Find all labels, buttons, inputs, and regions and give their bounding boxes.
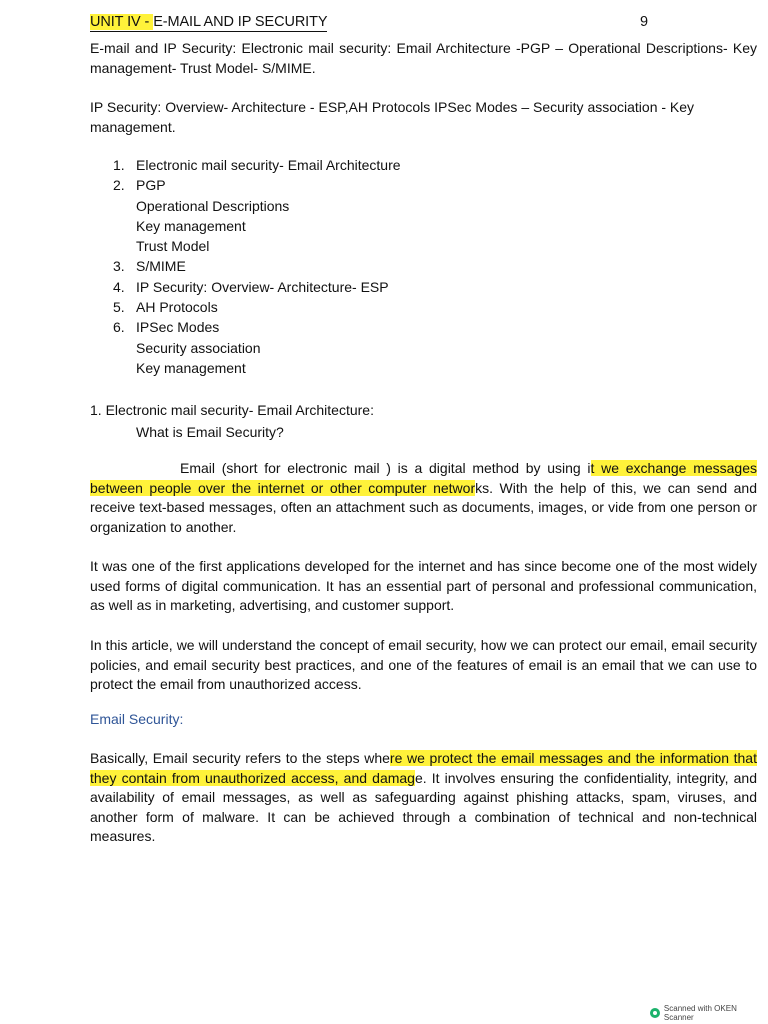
list-item: 4. IP Security: Overview- Architecture- ESP [113, 278, 389, 295]
email-history-paragraph: It was one of the first applications developed for the internet and has since become one of the most widely used forms of digital communication. It has an essential part of personal and professional communication, as well as in marketing, advertising, and customer support. [90, 558, 757, 613]
list-item: 6. IPSec Modes [113, 319, 220, 336]
list-item: 5. AH Protocols [113, 299, 218, 316]
list-item: 2. PGP [113, 177, 166, 194]
unit-title [90, 14, 327, 32]
syllabus-email-paragraph: E-mail and IP Security: Electronic mail security: Email Architecture -PGP – Operational Descriptions- Key management- Trust Model- S/MIME. [90, 40, 757, 76]
section-title: 1. Electronic mail security- Email Architecture: [90, 402, 374, 418]
syllabus-ip-paragraph: IP Security: Overview- Architecture - ESP,AH Protocols IPSec Modes – Security association - Key management. [90, 99, 695, 135]
section-subtitle: What is Email Security? [136, 424, 284, 440]
list-item: Operational Descriptions [136, 197, 290, 214]
scanner-text: Scanned with OKEN Scanner [663, 1004, 737, 1022]
page-header [90, 14, 690, 36]
topics-list [113, 155, 401, 378]
email-security-heading: Email Security: [90, 711, 184, 727]
article-intro-paragraph: In this article, we will understand the concept of email security, how we can protect our email, email security policies, and email security best practices, and one of the features of email is an email that we can use to protect the email from unauthorized access. [90, 637, 757, 692]
list-item: Key management [136, 217, 246, 234]
list-item: 1. Electronic mail security- Email Architecture [113, 157, 401, 173]
unit-name: E-MAIL AND IP SECURITY [153, 14, 328, 30]
highlighted-text: re we protect the email messages and the information that they contain from unauthorized access, and damag [90, 750, 757, 786]
page-number: 9 [640, 14, 648, 30]
email-definition-paragraph: Email (short for electronic mail ) is a digital method by using it we exchange messages between people over the internet or other computer networks. With the help of this, we can send and receive text-based messages, often an attachment such as documents, images, or vide from one person or organization to another. [90, 460, 757, 535]
list-item: Key management [136, 359, 246, 376]
scanner-logo-icon [650, 1008, 660, 1018]
highlighted-text: t we exchange messages between people over the internet or other computer networ [90, 460, 757, 496]
scanner-watermark [650, 1004, 768, 1022]
email-security-paragraph: Basically, Email security refers to the steps where we protect the email messages and the information that they contain from unauthorized access, and damage. It involves ensuring the confidentiality, integrity, and availability of email messages, as well as safeguarding against phishing attacks, spam, viruses, and another form of malware. It can be achieved through a combination of technical and non-technical measures. [90, 750, 757, 844]
unit-label: UNIT IV - [90, 14, 154, 30]
list-item: Trust Model [136, 238, 210, 255]
list-item: 3. S/MIME [113, 258, 186, 275]
list-item: Security association [136, 339, 261, 356]
